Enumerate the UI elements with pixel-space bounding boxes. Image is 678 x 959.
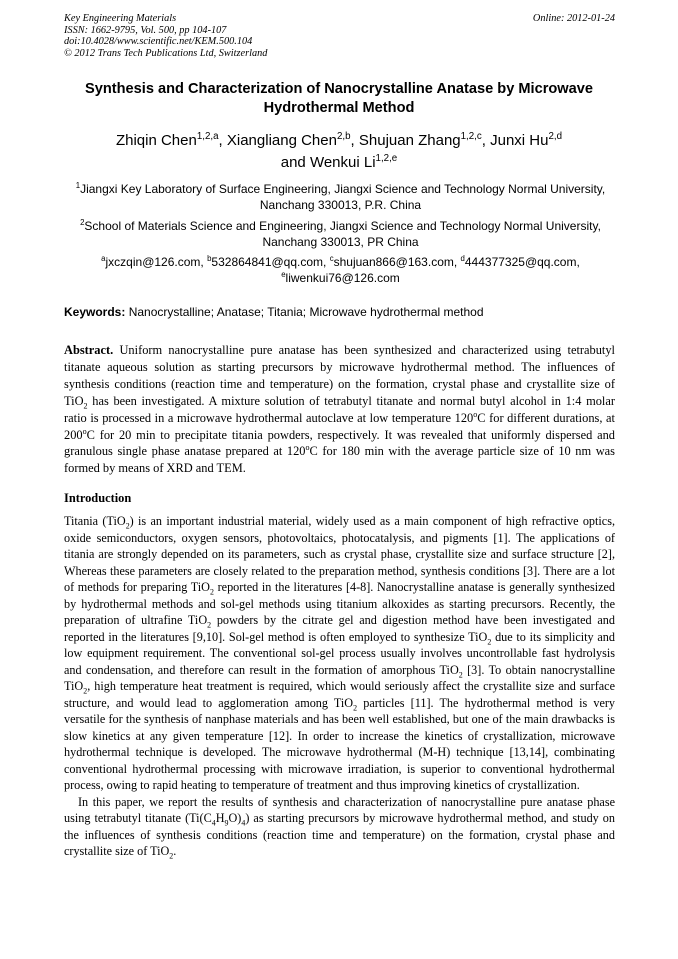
email-sup: c [329, 254, 334, 263]
subscript: 2 [125, 521, 130, 531]
abstract-text: C for 180 min with the average particle size of 10 nm was formed by means of XRD and TEM. [64, 444, 615, 476]
keywords-text: Nanocrystalline; Anatase; Titania; Microwave hydrothermal method [125, 305, 484, 319]
keywords-label: Keywords: [64, 305, 126, 319]
author-name: Wenkui Li [309, 154, 376, 171]
email-list [64, 255, 617, 286]
subscript: 2 [169, 851, 174, 861]
subscript: 2 [83, 401, 88, 411]
intro-text: [3]. To obtain nanocrystalline TiO [64, 662, 615, 693]
intro-text: due to its simplicity and low equipment requirement. The conventional sol-gel process usually involves uncontrollable fast hydrolysis and condensation, and therefore can result in the formation of amorphous TiO [64, 629, 615, 677]
email-address[interactable]: 532864841@qq.com, [211, 255, 330, 269]
author-name: Zhiqin Chen [115, 132, 197, 149]
affiliation-text: Jiangxi Key Laboratory of Surface Engineering, Jiangxi Science and Technology Normal University, Nanchang 330013, P.R. China [80, 182, 606, 212]
journal-name: Key Engineering Materials [64, 13, 177, 24]
intro-text: O) [228, 811, 242, 825]
section-heading-introduction: Introduction [64, 491, 132, 505]
author-list [60, 130, 618, 174]
affiliation-sup: 2 [80, 218, 85, 227]
subscript: 2 [207, 620, 212, 630]
email-address[interactable]: jxczqin@126.com, [105, 255, 208, 269]
abstract-label: Abstract. [64, 343, 114, 357]
issn-line: ISSN: 1662-9795, Vol. 500, pp 104-107 [64, 24, 227, 36]
online-date: Online: 2012-01-24 [532, 13, 615, 24]
intro-text: In this paper, we report the results of synthesis and characterization of nanocrystalline pure anatase phase using tetrabutyl titanate (Ti(C [64, 794, 615, 825]
copyright-line: © 2012 Trans Tech Publications Ltd, Switzerland [64, 47, 268, 59]
subscript: 4 [241, 818, 246, 828]
subscript: 4 [211, 818, 216, 828]
intro-paragraph-1 [64, 513, 615, 794]
email-sup: a [101, 254, 106, 263]
subscript: 2 [83, 686, 88, 696]
intro-text: . [173, 844, 177, 858]
introduction-body [64, 513, 615, 860]
abstract-paragraph [64, 342, 615, 477]
author-name: Xiangliang Chen [226, 132, 337, 149]
subscript: 2 [209, 587, 214, 597]
affiliation-sup: 1 [75, 181, 81, 190]
intro-paragraph-2 [64, 794, 615, 860]
intro-text: particles [11]. The hydrothermal method is very versatile for the synthesis of nanphase materials and has been well established, but one of the main drawbacks is slow kinetics at any given temperature [12]. In order to increase the kinetics of crystallization, microwave hydrothermal technique is developed. The microwave hydrothermal (M-H) technique [13,14], combinating conventional hydrothermal processing with microwave irradiation, is superior to conventional hydrothermal process, owing to rapid heating to temperature of treatment and thus improving kinetics of crystallization. [64, 695, 616, 792]
author-affil-sup: 1,2,c [460, 131, 482, 142]
email-address[interactable]: 444377325@qq.com, [464, 255, 580, 269]
keywords-line [64, 305, 617, 320]
intro-text: , high temperature heat treatment is required, which would seriously affect the crystallite size and surface structure, and would lead to agglomeration among TiO [64, 679, 615, 710]
author-affil-sup: 1,2,a [196, 131, 219, 142]
intro-text: Titania (TiO [64, 514, 126, 528]
author-name: Shujuan Zhang [358, 132, 461, 149]
email-address[interactable]: shujuan866@163.com, [333, 255, 461, 269]
email-sup: e [281, 269, 286, 279]
intro-text: H [215, 811, 225, 825]
author-separator: , [481, 132, 491, 149]
author-affil-sup: 2,d [548, 131, 563, 142]
intro-text: powders by the citrate gel and digestion method have been investigated and reported in the literatures [9,10]. Sol-gel method is often employed to synthesize TiO [64, 613, 615, 644]
affiliation-2 [64, 219, 617, 250]
paper-title: Synthesis and Characterization of Nanocrystalline Anatase by Microwave Hydrothermal Method [85, 81, 593, 116]
author-name: Junxi Hu [490, 132, 549, 149]
affiliation-1 [64, 182, 617, 213]
author-affil-sup: 1,2,e [375, 153, 398, 164]
author-affil-sup: 2,b [336, 131, 351, 142]
abstract-text: has been investigated. A mixture solution of tetrabutyl titanate and normal butyl alcohol in 1:4 molar ratio is processed in a microwave hydrothermal autoclave at low temperature 120 [64, 393, 615, 425]
subscript: 2 [353, 702, 358, 712]
abstract-text: C for different durations, at 200 [64, 410, 615, 442]
email-sup: b [207, 254, 212, 263]
degree-sup: o [305, 443, 310, 453]
subscript: 2 [487, 636, 492, 646]
abstract-text: C for 20 min to precipitate titania powders, respectively. It was revealed that uniformly dispersed and granulous single phase anatase prepared at 120 [64, 427, 615, 459]
email-address[interactable]: liwenkui76@126.com [285, 270, 400, 285]
abstract-text: Uniform nanocrystalline pure anatase has been synthesized and characterized using tetrabutyl titanate aqueous solution as starting precursors by microwave hydrothermal method. The influences of synthesis conditions (reaction time and temperature) on the formation, crystal phase and crystallite size of TiO [64, 343, 615, 408]
degree-sup: o [82, 426, 87, 436]
author-separator: , [218, 132, 227, 149]
author-separator: , [350, 132, 359, 149]
intro-text: ) is an important industrial material, widely used as a main component of high refractive optics, oxide semiconductors, oxygen sensors, photovoltaics, photocatalysis, and pigments [1]. The applications of titania are strongly depended on its parameters, such as crystal phase, crystallite size and surface structure [2], Whereas these parameters are closely related to the preparation method, synthesis conditions [3]. There are a lot of methods for preparing TiO [64, 514, 615, 594]
author-and: and [280, 154, 310, 171]
journal-header [64, 13, 615, 59]
email-sup: d [460, 254, 465, 263]
subscript: 9 [224, 818, 229, 828]
degree-sup: o [473, 409, 478, 419]
intro-text: ) as starting precursors by microwave hydrothermal method, and study on the influences of synthesis conditions (reaction time and temperature) on the formation, crystal phase and crystallite size of TiO [64, 811, 615, 858]
intro-text: reported in the literatures [4-8]. Nanocrystalline anatase is generally synthesized by hydrothermal methods and sol-gel methods using titanium alkoxides as starting precursors. Recently, the preparation of ultrafine TiO [64, 580, 615, 627]
affiliation-text: School of Materials Science and Engineering, Jiangxi Science and Technology Normal University, Nanchang 330013, PR China [84, 219, 601, 249]
doi-line: doi:10.4028/www.scientific.net/KEM.500.104 [64, 36, 253, 48]
subscript: 2 [458, 669, 463, 679]
